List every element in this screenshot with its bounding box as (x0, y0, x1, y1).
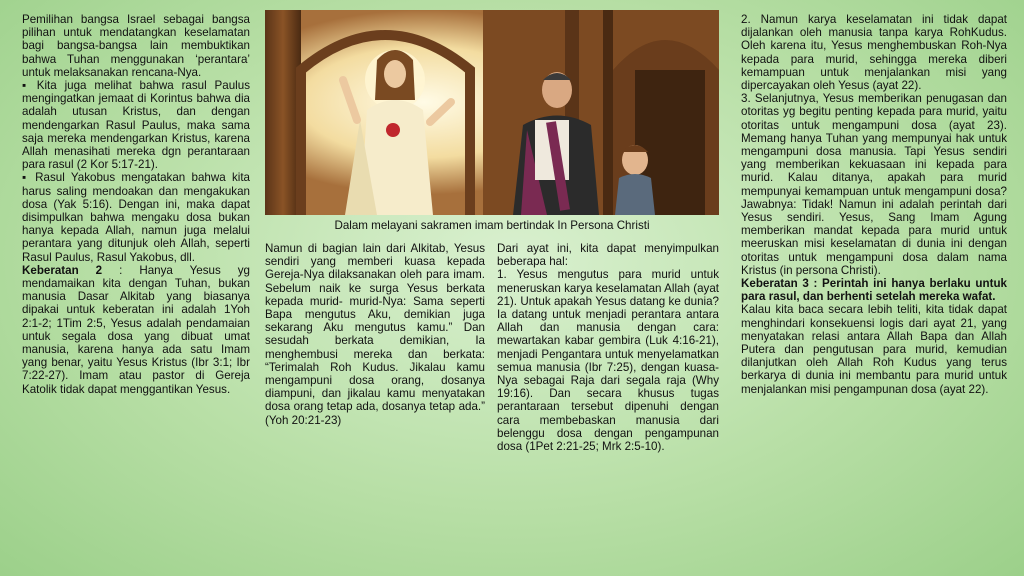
middle-text-column-1 (265, 242, 485, 427)
middle-text-column-2 (497, 242, 719, 453)
paragraph-kesimpulan-intro: Dari ayat ini, kita dapat menyimpulkan beberapa hal: (497, 242, 719, 269)
paragraph-yakobus-text: Rasul Yakobus mengatakan bahwa kita harus saling mendoakan dan mengakukan dosa (Yak 5:16). Dengan ini, maka dapat disimpulkan bahwa mengaku dosa bukan hanya kepada Allah, namun juga melalui perantara yang ditunjuk oleh Allah, seperti Rasul Paulus, Rasul Yakobus, dll. (22, 171, 250, 264)
left-text-column (22, 13, 250, 396)
paragraph-keberatan-2 (22, 264, 250, 396)
paragraph-keberatan-3-answer: Kalau kita baca secara lebih teliti, kita tidak dapat menghindari konsekuensi logis dari ayat 21, yang menyatakan relasi antara Allah Bapa dan Allah Putera dan pengutusan para murid, kemudian dilanjutkan oleh Allah Roh Kudus yang terus berkarya di dunia ini membantu para murid untuk menjalankan misi pengampunan dosa (ayat 22). (741, 303, 1007, 396)
paragraph-point-2: 2. Namun karya keselamatan ini tidak dapat dijalankan oleh manusia tanpa karya RohKudus. Oleh karena itu, Yesus menghembuskan Roh-Nya kepada para murid, sehingga mereka diberi kemampuan untuk menjalankan misi yang dipercayakan oleh Yesus (ayat 22). (741, 13, 1007, 93)
image-caption: Dalam melayani sakramen imam bertindak In Persona Christi (334, 219, 650, 232)
keberatan-2-heading: Keberatan 2 (22, 263, 103, 277)
right-text-column (741, 13, 1007, 396)
paragraph-israel: Pemilihan bangsa Israel sebagai bangsa pilihan untuk mendatangkan keselamatan bagi bangsa-bangsa lain membuktikan bahwa Tuhan menggunakan ‘perantara’ untuk melaksanakan rencana-Nya. (22, 13, 250, 79)
paragraph-yakobus (22, 171, 250, 263)
confession-painting-illustration (265, 10, 719, 215)
paragraph-point-3: 3. Selanjutnya, Yesus memberikan penugasan dan otoritas yg begitu penting kepada para murid, yaitu otoritas untuk mengampuni dosa (ayat 23). Memang hanya Tuhan yang mempunyai hak untuk mengampuni dosa manusia. Tapi Yesus sendiri yang memberikan kekuasaan ini kepada para murid. Kalau ditanya, apakah para murid mempunyai kemampuan untuk mengampuni dosa? Jawabnya: Tidak! Namun ini adalah perintah dari Yesus sendiri. Yesus, Sang Imam Agung memberikan mandat kepada para murid untuk meeruskan misi keselamatan di dunia ini dengan otoritas untuk mengampuni dosa dalam nama Kristus (in persona Christi). (741, 92, 1007, 277)
paragraph-point-1: 1. Yesus mengutus para murid untuk meneruskan karya keselamatan Allah (ayat 21). Untuk apakah Yesus datang ke dunia? Ia datang untuk menjadi perantara antara Allah dan manusia dengan cara: mewartakan kabar gembira (Luk 4:16-21), menjadi Pengantara untuk menyelamatkan semua manusia (Ibr 7:25), dengan kuasa-Nya sebagai Raja dari segala raja (Why 19:16). Dan secara khusus tugas perantaraan tersebut dipenuhi dengan cara membebaskan manusia dari belenggu dosa dengan pengampunan dosa (1Pet 2:21-25; Mrk 2:5-10). (497, 268, 719, 454)
paragraph-paulus-text: Kita juga melihat bahwa rasul Paulus mengingatkan jemaat di Korintus bahwa dia adalah utusan Kristus, dan dengan mendengarkan Rasul Paulus, maka sama saja mereka mendengarkan Kristus, karena Allah menasihati mereka dgn perantaraan para rasul (2 Kor 5:17-21). (22, 79, 250, 172)
paragraph-yohanes-20: Namun di bagian lain dari Alkitab, Yesus sendiri yang memberi kuasa kepada Gereja-Nya dilaksanakan oleh para imam. Sebelum naik ke surga Yesus berkata kepada murid- murid-Nya: Sama seperti Bapa mengutus Aku, demikian juga sekarang Aku mengutus kamu.” Dan sesudah berkata demikian, Ia menghembusi mereka dan berkata: “Terimalah Roh Kudus. Jikalau kamu mengampuni dosa orang, dosanya diampuni, dan jikalau kamu menyatakan dosa orang tetap ada, dosanya tetap ada.” (Yoh 20:21-23) (265, 242, 485, 427)
keberatan-2-text: : Hanya Yesus yg mendamaikan kita dengan Tuhan, bukan manusia Dasar Alkitab yang biasanya dipakai untuk keberatan ini adalah 1Yoh 2:1-2; 1Tim 2:5, Yesus adalah pendamaian untuk segala dosa yang dibuat umat manusia, karena hanya ada satu Imam yang benar, yaitu Yesus Kristus (Ibr 3:1; Ibr 7:22-27). Imam atau pastor di Gereja Katolik tidak dapat menggantikan Yesus. (22, 263, 251, 396)
paragraph-paulus (22, 79, 250, 171)
keberatan-3-heading: Keberatan 3 : Perintah ini hanya berlaku untuk para rasul, dan berhenti setelah mereka wafat. (741, 277, 1007, 304)
confession-painting (265, 10, 719, 215)
